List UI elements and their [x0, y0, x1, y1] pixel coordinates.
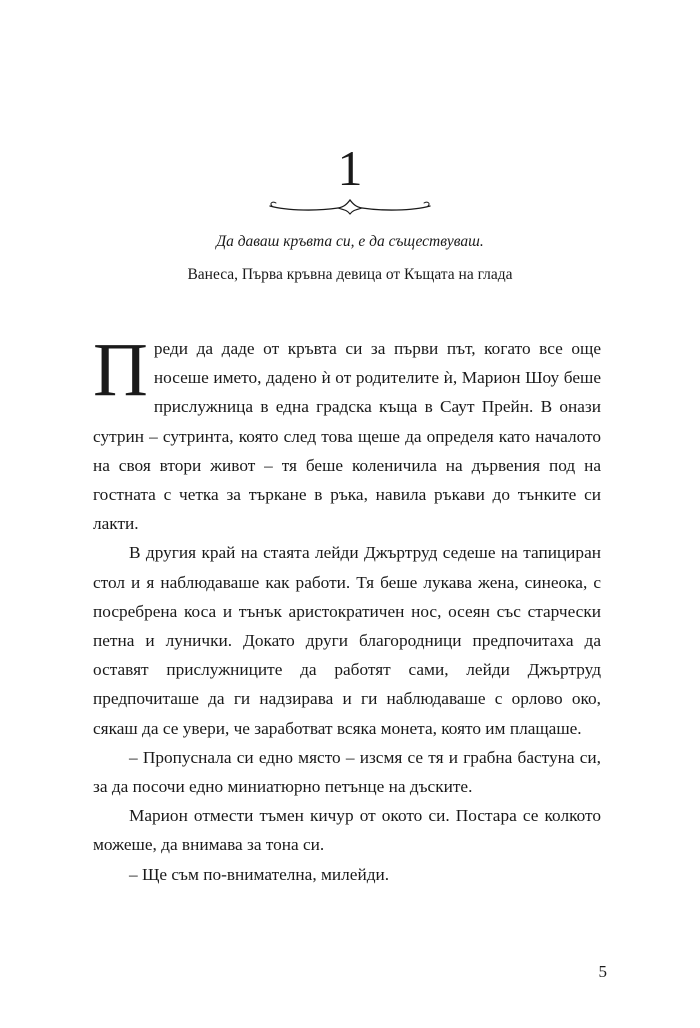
paragraph-1-text: реди да даде от кръвта си за първи път, когато все още носеше името, дадено ѝ от родителите ѝ, Марион Шоу беше прислужница в една градска къща в Саут Прейн. В онази сутрин – сутринта, която след това щеше да определя като началото на своя втори живот – тя беше коленичила на дървения под на гостната с четка за търкане в ръка, навила ръкави до тънките си лакти.: [93, 339, 601, 534]
page-number: 5: [598, 962, 607, 981]
paragraph-3: – Пропуснала си едно място – изсмя се тя и грабна бастуна си, за да посочи едно миниатюрно петънце на дъските.: [93, 747, 601, 797]
paragraph-5: – Ще съм по-внимателна, милейди.: [129, 864, 390, 884]
paragraph-4: Марион отмести тъмен кичур от окото си. Постара се колкото можеше, да внимава за тона си.: [93, 806, 601, 855]
chapter-number: 1: [337, 140, 363, 196]
flourish-divider-icon: [268, 194, 432, 218]
paragraph-2: В другия край на стаята лейди Джъртруд седеше на тапициран стол и я наблюдаваше как работи. Тя беше лукава жена, синеока, с посребрена коса и тънък аристократичен нос, осеян със старчески петна и лунички. Докато други благородници предпочитаха да оставят прислужниците да работят сами, лейди Джъртруд предпочиташе да ги надзирава и ги наблюдаваше с орлово око, сякаш да се увери, че заработват всяка монета, която им плащаше.: [93, 543, 601, 738]
chapter-epigraph: Да даваш кръвта си, е да съществуваш.: [216, 233, 484, 250]
paragraph-1: [93, 328, 601, 538]
epigraph-attribution: Ванеса, Първа кръвна девица от Къщата на глада: [187, 266, 513, 283]
drop-cap: П: [93, 328, 148, 412]
chapter-body: [93, 328, 601, 889]
